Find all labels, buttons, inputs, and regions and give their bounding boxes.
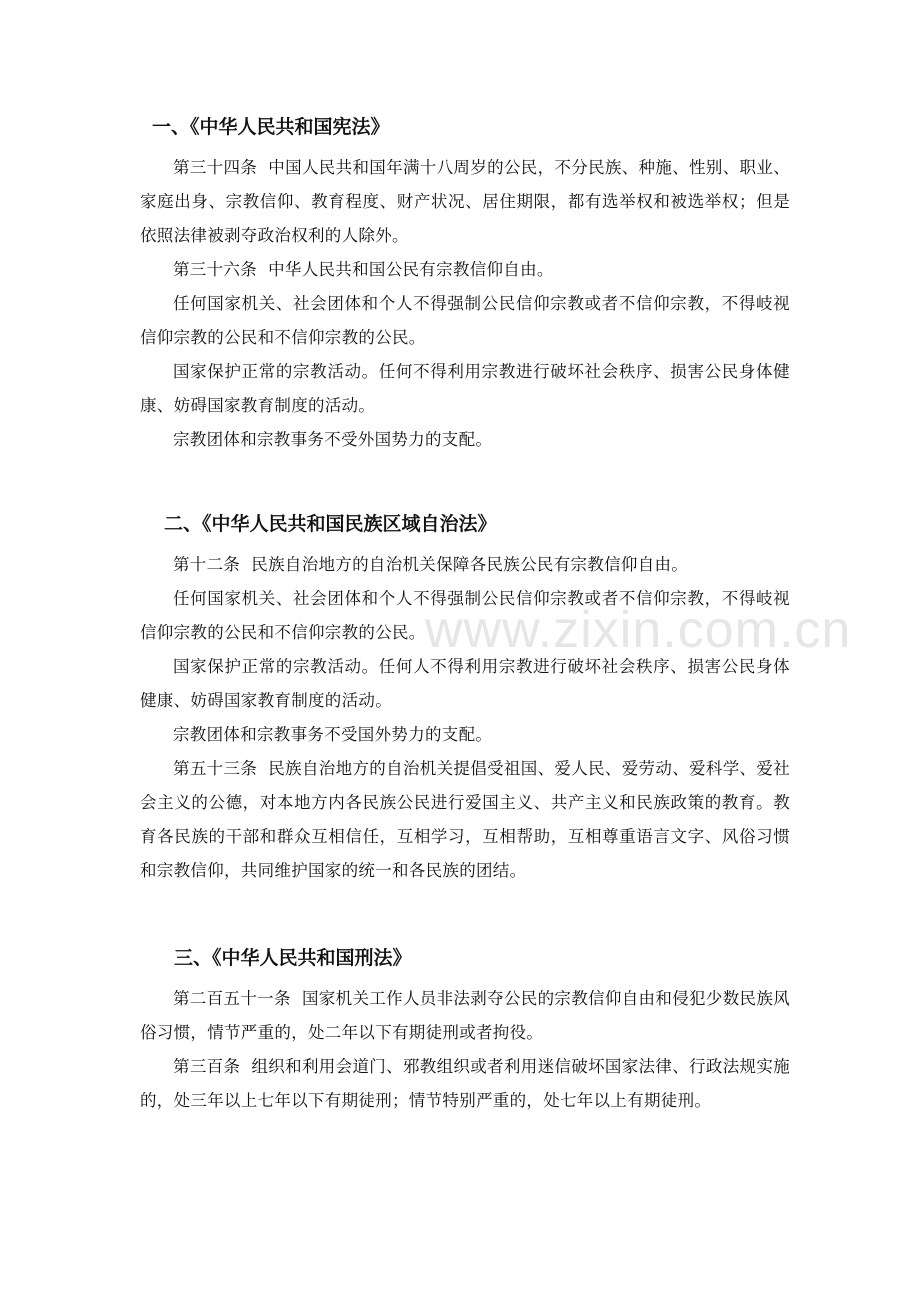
paragraph: 任何国家机关、社会团体和个人不得强制公民信仰宗教或者不信仰宗教，不得岐视信仰宗教的公民和不信仰宗教的公民。 <box>140 294 790 347</box>
watermark: www.zixin.com.cn <box>425 601 852 659</box>
paragraph: 国家保护正常的宗教活动。任何不得利用宗教进行破坏社会秩序、损害公民身体健康、妨碍国家教育制度的活动。 <box>140 362 790 415</box>
paragraph: 第三十四条 中国人民共和国年满十八周岁的公民，不分民族、种施、性别、职业、家庭出身、宗教信仰、教育程度、财产状况、居住期限，都有选举权和被选举权；但是依照法律被剥夺政治权利的人除外。 <box>140 158 790 245</box>
section-heading: 一、《中华人民共和国宪法》 <box>152 116 390 138</box>
paragraph: 国家保护正常的宗教活动。任何人不得利用宗教进行破坏社会秩序、损害公民身体健康、妨碍国家教育制度的活动。 <box>140 657 790 710</box>
section-ethnic-autonomy-law <box>140 510 790 888</box>
paragraph: 第二百五十一条 国家机关工作人员非法剥夺公民的宗教信仰自由和侵犯少数民族风俗习惯，情节严重的，处二年以下有期徒刑或者拘役。 <box>140 989 790 1042</box>
paragraph: 任何国家机关、社会团体和个人不得强制公民信仰宗教或者不信仰宗教，不得岐视信仰宗教的公民和不信仰宗教的公民。 <box>140 589 790 642</box>
paragraph: 宗教团体和宗教事务不受国外势力的支配。 <box>173 725 493 744</box>
section-heading: 二、《中华人民共和国民族区域自治法》 <box>164 513 497 535</box>
section-heading: 三、《中华人民共和国刑法》 <box>174 947 412 969</box>
paragraph: 第十二条 民族自治地方的自治机关保障各民族公民有宗教信仰自由。 <box>173 555 689 574</box>
paragraph: 第三百条 组织和利用会道门、邪教组织或者利用迷信破坏国家法律、行政法规实施的，处三年以上七年以下有期徒刑；情节特别严重的，处七年以上有期徒刑。 <box>140 1057 790 1110</box>
paragraph: 宗教团体和宗教事务不受外国势力的支配。 <box>173 430 493 449</box>
section-criminal-law <box>140 944 790 1118</box>
section-constitution <box>140 113 790 457</box>
paragraph: 第三十六条 中华人民共和国公民有宗教信仰自由。 <box>173 260 554 279</box>
paragraph: 第五十三条 民族自治地方的自治机关提倡受祖国、爱人民、爱劳动、爱科学、爱社会主义的公德，对本地方内各民族公民进行爱国主义、共产主义和民族政策的教育。教育各民族的干部和群众互相信任，互相学习，互相帮助，互相尊重语言文字、风俗习惯和宗教信仰，共同维护国家的统一和各民族的团结。 <box>140 759 790 880</box>
